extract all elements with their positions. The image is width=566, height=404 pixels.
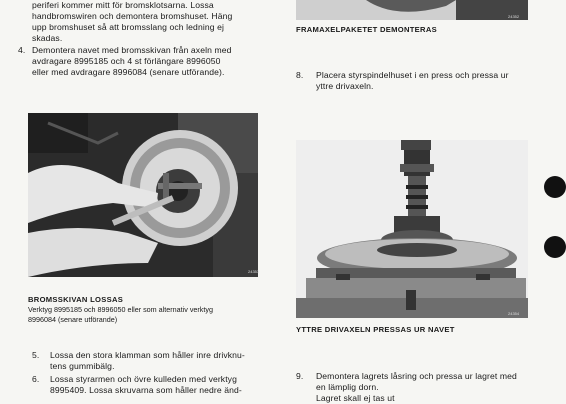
step-number: 4. — [18, 45, 26, 55]
step-4 — [18, 45, 280, 78]
step-6 — [32, 374, 282, 396]
photo-illustration — [296, 0, 528, 20]
photo-ref-number: 24354 — [508, 311, 520, 316]
text-line: periferi kommer mitt för bromsklotsarna. Lossa — [32, 0, 214, 10]
text-line: tens gummibälg. — [50, 361, 115, 371]
text-line: yttre drivaxeln. — [316, 81, 374, 91]
step-number: 8. — [296, 70, 304, 80]
photo1-caption: BROMSSKIVAN LOSSAS — [28, 295, 124, 304]
text-line: 8995409. Lossa skruvarna som håller nedre änd- — [50, 385, 242, 395]
step-number: 9. — [296, 371, 304, 381]
text-line: Lossa den stora klamman som håller inre drivknu- — [50, 350, 245, 360]
step-5 — [32, 350, 282, 372]
photo-top-caption: FRAMAXELPAKETET DEMONTERAS — [296, 25, 437, 34]
photo-ref-number: 24353 — [248, 269, 260, 274]
step-9 — [296, 371, 536, 404]
text-line: avdragare 8995185 och 4 st förlängare 8996050 — [32, 56, 221, 66]
photo-front-axle — [296, 0, 528, 20]
text-line: eller med avdragare 8996084 (senare utförande). — [32, 67, 225, 77]
text-line: skadas. — [32, 33, 63, 43]
text-line: Verktyg 8995185 och 8996050 eller som alternativ verktyg — [28, 305, 213, 314]
photo-brake-disc-removal — [28, 113, 258, 277]
text-line: handbromswiren och demontera bromshuset. Häng — [32, 11, 233, 21]
binder-hole — [544, 236, 566, 258]
photo2-caption: YTTRE DRIVAXELN PRESSAS UR NAVET — [296, 325, 455, 334]
binder-hole — [544, 176, 566, 198]
photo1-note — [28, 305, 278, 324]
text-line: Placera styrspindelhuset i en press och pressa ur — [316, 70, 509, 80]
text-line: Lossa styrarmen och övre kulleden med verktyg — [50, 374, 237, 384]
text-line: en lämplig dorn. — [316, 382, 379, 392]
photo-drive-shaft-press — [296, 140, 528, 318]
text-line: Demontera lagrets låsring och pressa ur lagret med — [316, 371, 517, 381]
step-number: 6. — [32, 374, 40, 384]
photo-ref-number: 24352 — [508, 14, 520, 19]
step-number: 5. — [32, 350, 40, 360]
photo-illustration — [296, 140, 528, 318]
text-line: 8996084 (senare utförande) — [28, 314, 118, 324]
intro-text — [32, 0, 282, 44]
photo-illustration — [28, 113, 258, 277]
text-line: Lagret skall ej tas ut — [316, 393, 395, 403]
text-line: upp bromshuset så att bromsslang och ledning ej — [32, 22, 224, 32]
text-line: Demontera navet med bromsskivan från axeln med — [32, 45, 232, 55]
step-8 — [296, 70, 536, 92]
